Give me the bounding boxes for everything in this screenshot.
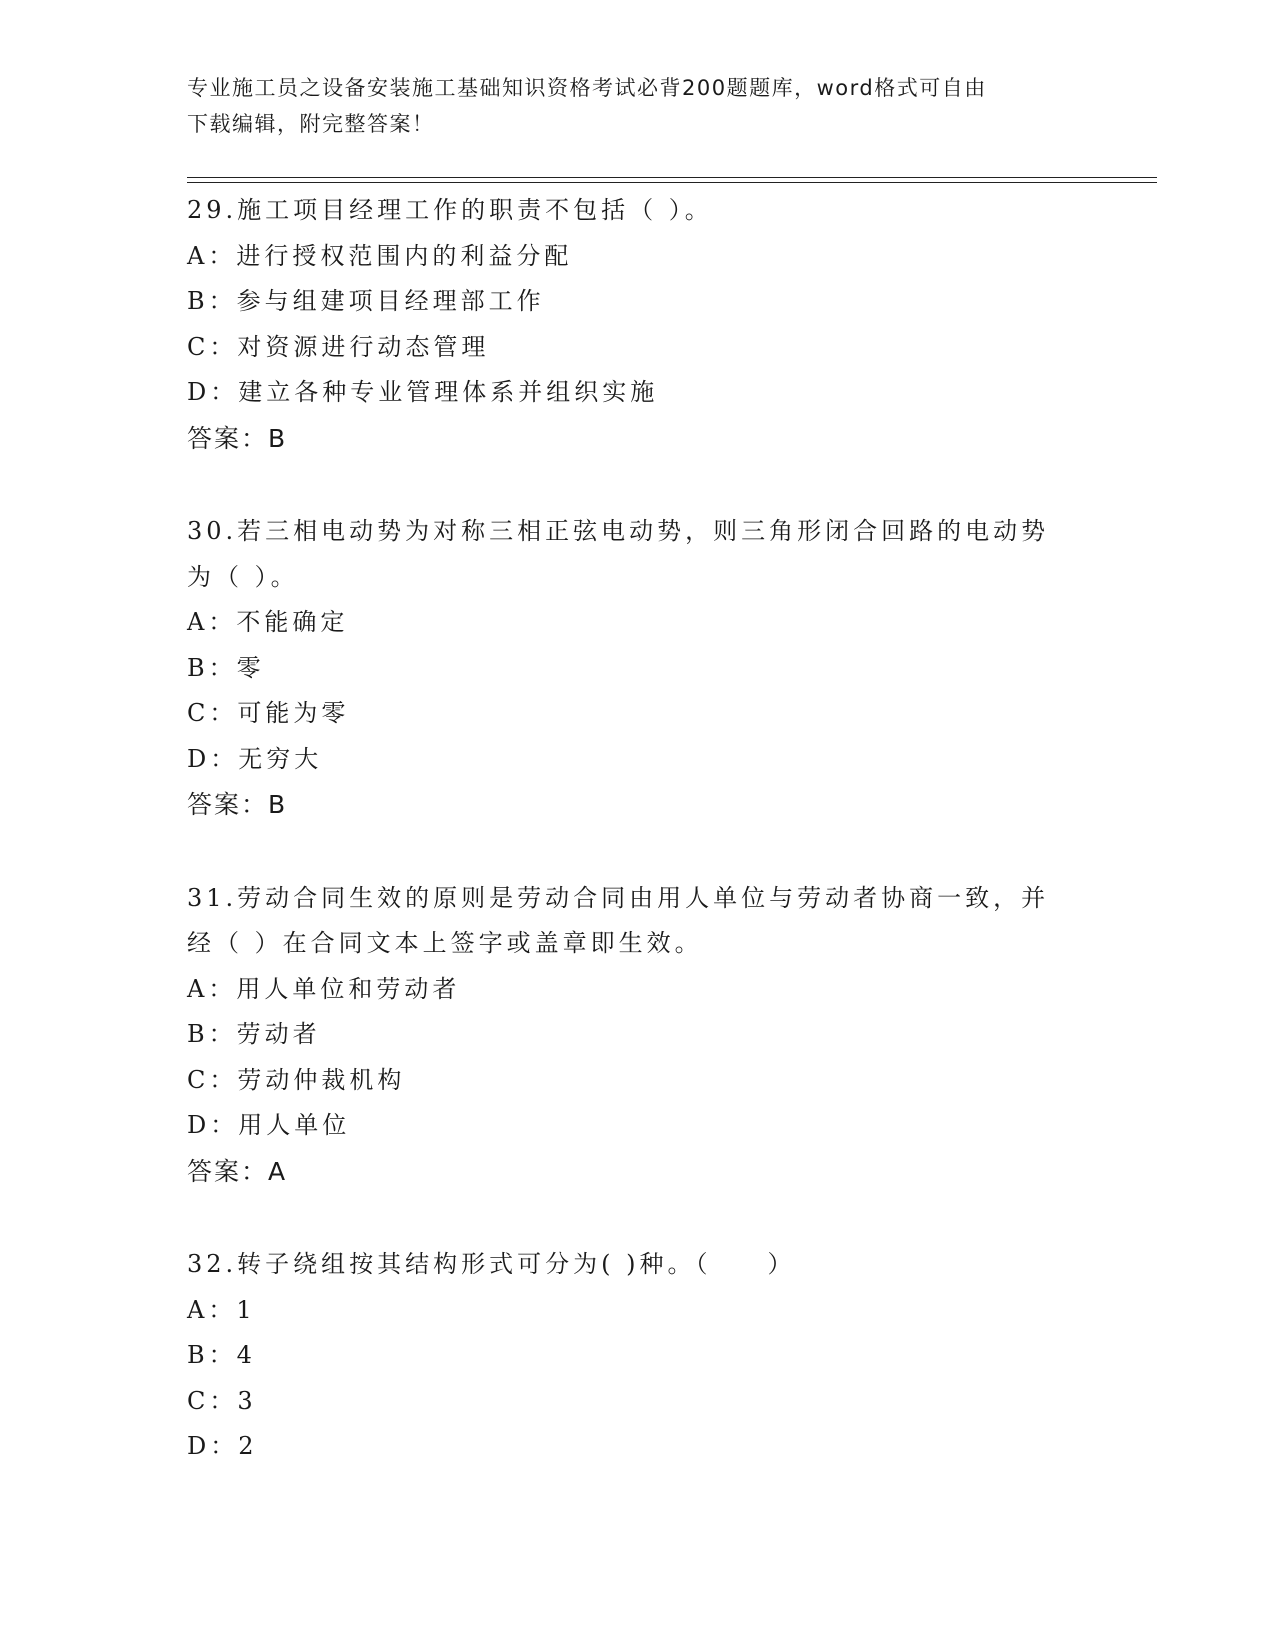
question-stem-line: 32.转子绕组按其结构形式可分为( )种。（ ） xyxy=(187,1250,796,1278)
option-d: D：用人单位 xyxy=(187,1111,351,1139)
option-a: A：不能确定 xyxy=(187,608,349,636)
option-d: D：2 xyxy=(187,1432,258,1460)
header-line-1: 专业施工员之设备安装施工基础知识资格考试必背200题题库，word格式可自由 xyxy=(187,76,987,100)
option-a: A：用人单位和劳动者 xyxy=(187,974,461,1003)
answer-line: 答案：B xyxy=(187,423,288,453)
question-stem-line: 29.施工项目经理工作的职责不包括（ ）。 xyxy=(187,196,713,224)
answer-line: 答案：A xyxy=(187,1156,288,1186)
option-b: B：零 xyxy=(187,653,265,682)
option-a: A：1 xyxy=(187,1295,256,1324)
option-c: C：劳动仲裁机构 xyxy=(187,1065,406,1094)
option-d: D：建立各种专业管理体系并组织实施 xyxy=(187,378,659,406)
question-stem xyxy=(187,876,1087,967)
question-30 xyxy=(187,509,1087,828)
question-stem-line: 经（ ）在合同文本上签字或盖章即生效。 xyxy=(187,929,703,957)
option-a: A：进行授权范围内的利益分配 xyxy=(187,241,573,270)
option-d: D：无穷大 xyxy=(187,744,323,773)
header-line-2: 下载编辑，附完整答案！ xyxy=(187,112,435,136)
question-29 xyxy=(187,188,1087,461)
question-stem-line: 为（ ）。 xyxy=(187,562,299,591)
question-stem xyxy=(187,509,1087,600)
option-b: B：劳动者 xyxy=(187,1020,321,1048)
document-header xyxy=(187,70,1087,142)
question-stem-line: 31.劳动合同生效的原则是劳动合同由用人单位与劳动者协商一致，并 xyxy=(187,883,1050,912)
option-c: C：可能为零 xyxy=(187,699,350,727)
header-divider-top xyxy=(187,177,1157,178)
question-stem xyxy=(187,188,1087,234)
question-stem-line: 30.若三相电动势为对称三相正弦电动势，则三角形闭合回路的电动势 xyxy=(187,517,1050,545)
question-stem xyxy=(187,1242,1087,1288)
option-b: B：4 xyxy=(187,1341,256,1369)
option-b: B：参与组建项目经理部工作 xyxy=(187,287,545,315)
question-list xyxy=(187,188,1087,1518)
option-c: C：对资源进行动态管理 xyxy=(187,332,490,361)
question-32 xyxy=(187,1242,1087,1470)
answer-line: 答案：B xyxy=(187,790,288,819)
question-31 xyxy=(187,876,1087,1195)
header-divider-bottom xyxy=(187,182,1157,183)
option-c: C：3 xyxy=(187,1386,257,1415)
